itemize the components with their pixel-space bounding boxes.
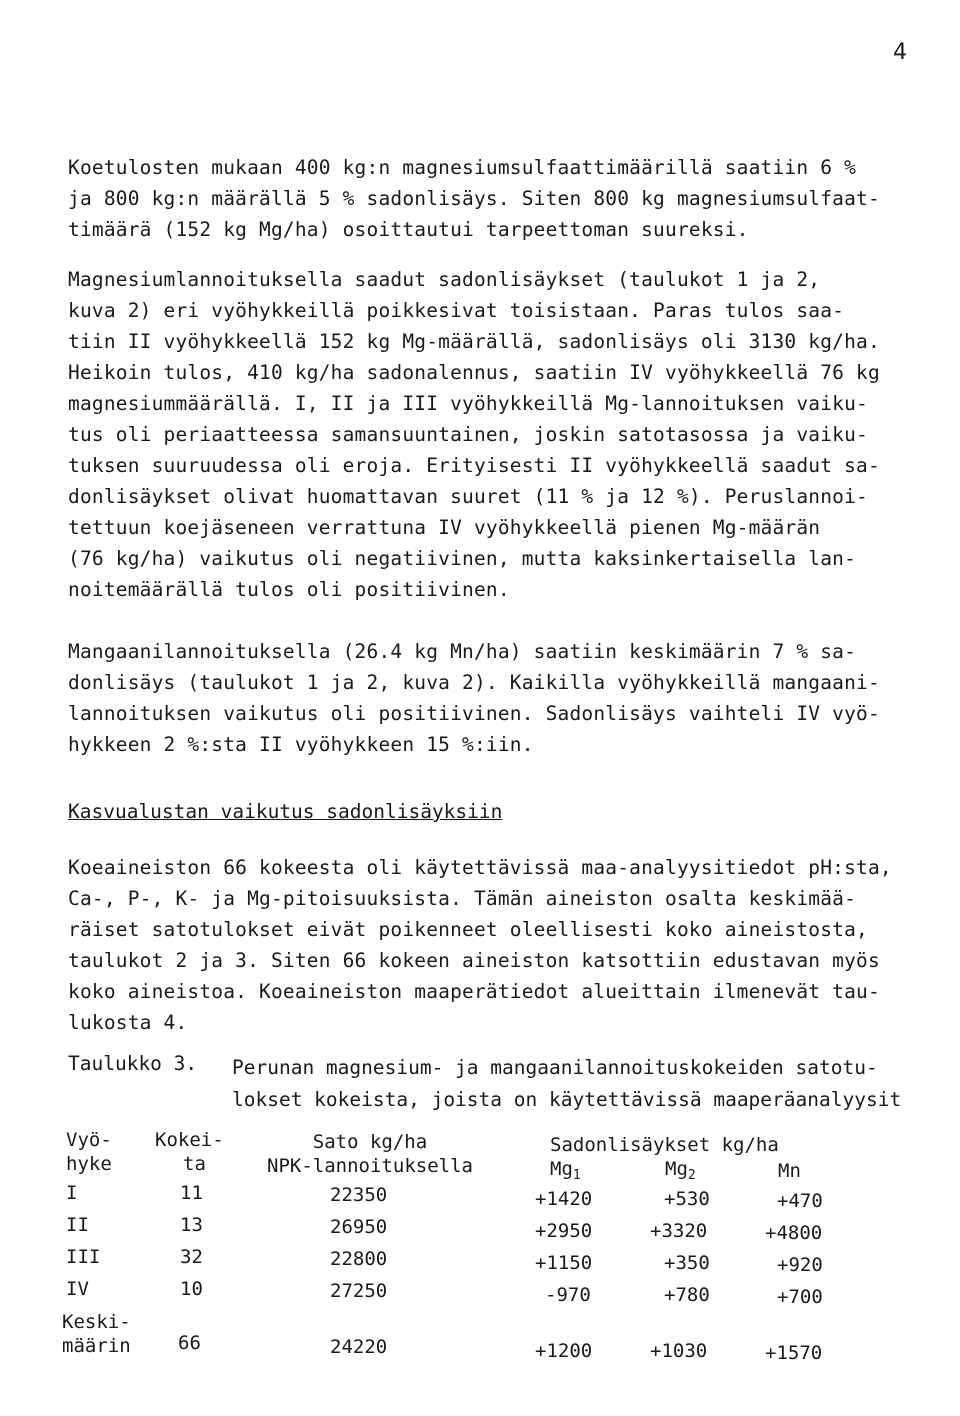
- header-mn: Mn: [778, 1160, 801, 1182]
- table-cell-mg1: +1200: [535, 1340, 593, 1362]
- table-caption: [232, 1052, 952, 1116]
- header-text: Mg: [550, 1158, 573, 1180]
- text-line: (76 kg/ha) vaikutus oli negatiivinen, mutta kaksinkertaisella lan-: [68, 547, 857, 570]
- text-line: noitemäärällä tulos oli positiivinen.: [68, 578, 510, 601]
- table-cell-mg1: +1420: [535, 1188, 593, 1210]
- table-cell-yield: 22350: [330, 1184, 388, 1206]
- table-cell-mg1: +1150: [535, 1252, 593, 1274]
- table-cell-zone: II: [66, 1214, 89, 1236]
- caption-line: Perunan magnesium- ja mangaanilannoituskokeiden satotu-: [232, 1056, 878, 1079]
- average-label: määrin: [62, 1335, 131, 1357]
- paragraph-1: [68, 152, 938, 245]
- table-cell-mn: +700: [777, 1286, 823, 1308]
- text-line: Koetulosten mukaan 400 kg:n magnesiumsulfaattimäärillä saatiin 6 %: [68, 156, 857, 179]
- table-cell-mn: +470: [777, 1190, 823, 1212]
- text-line: magnesiummäärällä. I, II ja III vyöhykkeillä Mg-lannoituksen vaiku-: [68, 392, 868, 415]
- section-heading: Kasvualustan vaikutus sadonlisäyksiin: [68, 800, 503, 823]
- table-cell-mg2: +1030: [650, 1340, 708, 1362]
- header-subscript: 1: [572, 1168, 581, 1183]
- paragraph-2: [68, 264, 938, 605]
- table-cell-zone: I: [66, 1182, 78, 1204]
- caption-line: lokset kokeista, joista on käytettävissä maaperäanalyysit: [232, 1088, 902, 1111]
- table-cell-zone: III: [66, 1246, 101, 1268]
- table-label: Taulukko 3.: [68, 1052, 198, 1075]
- header-trials: [155, 1128, 224, 1176]
- table-cell-mn: +4800: [765, 1222, 823, 1244]
- text-line: Magnesiumlannoituksella saadut sadonlisäykset (taulukot 1 ja 2,: [68, 268, 821, 291]
- table-cell-yield: 24220: [330, 1336, 388, 1358]
- text-line: lannoituksen vaikutus oli positiivinen. Sadonlisäys vaihteli IV vyö-: [68, 702, 880, 725]
- header-text: Vyö-: [66, 1129, 112, 1151]
- header-increase-group: Sadonlisäykset kg/ha: [550, 1134, 779, 1156]
- average-label: Keski-: [62, 1311, 131, 1333]
- table-cell-mg2: +780: [664, 1284, 710, 1306]
- table-cell-mg2: +3320: [650, 1220, 708, 1242]
- header-text: Sato kg/ha: [312, 1131, 428, 1153]
- table-cell-trials: 66: [178, 1332, 201, 1354]
- text-line: koko aineistoa. Koeaineiston maaperätiedot alueittain ilmenevät tau-: [68, 980, 880, 1003]
- header-text: ta: [183, 1153, 206, 1175]
- paragraph-3: [68, 636, 938, 760]
- page-number: 4: [893, 40, 907, 65]
- header-subscript: 2: [687, 1168, 696, 1183]
- text-line: tus oli periaatteessa samansuuntainen, joskin satotasossa ja vaiku-: [68, 423, 868, 446]
- table-cell-zone: [62, 1310, 131, 1358]
- text-line: hykkeen 2 %:sta II vyöhykkeen 15 %:iin.: [68, 733, 534, 756]
- header-text: hyke: [66, 1153, 112, 1175]
- table-cell-trials: 13: [180, 1214, 203, 1236]
- text-line: donlisäykset olivat huomattavan suuret (11 % ja 12 %). Peruslannoi-: [68, 485, 868, 508]
- table-cell-mn: +1570: [765, 1342, 823, 1364]
- table-cell-trials: 11: [180, 1182, 203, 1204]
- text-line: timäärä (152 kg Mg/ha) osoittautui tarpeettoman suureksi.: [68, 218, 749, 241]
- text-line: räiset satotulokset eivät poikenneet oleellisesti koko aineistosta,: [68, 918, 868, 941]
- header-mg1: [550, 1158, 581, 1183]
- header-text: Mg: [665, 1158, 688, 1180]
- header-mg2: [665, 1158, 696, 1183]
- text-line: Mangaanilannoituksella (26.4 kg Mn/ha) saatiin keskimäärin 7 % sa-: [68, 640, 857, 663]
- text-line: kuva 2) eri vyöhykkeillä poikkesivat toisistaan. Paras tulos saa-: [68, 299, 845, 322]
- table-cell-yield: 22800: [330, 1248, 388, 1270]
- table-cell-trials: 10: [180, 1278, 203, 1300]
- text-line: Koeaineiston 66 kokeesta oli käytettävissä maa-analyysitiedot pH:sta,: [68, 856, 892, 879]
- table-cell-yield: 27250: [330, 1280, 388, 1302]
- header-text: Kokei-: [155, 1129, 224, 1151]
- text-line: tuksen suuruudessa oli eroja. Erityisesti II vyöhykkeellä saadut sa-: [68, 454, 880, 477]
- table-cell-mn: +920: [777, 1254, 823, 1276]
- text-line: tiin II vyöhykkeellä 152 kg Mg-määrällä, sadonlisäys oli 3130 kg/ha.: [68, 330, 880, 353]
- table-cell-mg2: +530: [664, 1188, 710, 1210]
- text-line: Heikoin tulos, 410 kg/ha sadonalennus, saatiin IV vyöhykkeellä 76 kg: [68, 361, 880, 384]
- header-yield: [255, 1130, 485, 1178]
- table-cell-trials: 32: [180, 1246, 203, 1268]
- paragraph-4: [68, 852, 938, 1038]
- table-cell-mg2: +350: [664, 1252, 710, 1274]
- header-text: NPK-lannoituksella: [267, 1155, 473, 1177]
- text-line: ja 800 kg:n määrällä 5 % sadonlisäys. Siten 800 kg magnesiumsulfaat-: [68, 187, 880, 210]
- text-line: lukosta 4.: [68, 1011, 188, 1034]
- text-line: tettuun koejäseneen verrattuna IV vyöhykkeellä pienen Mg-määrän: [68, 516, 821, 539]
- text-line: donlisäys (taulukot 1 ja 2, kuva 2). Kaikilla vyöhykkeillä mangaani-: [68, 671, 880, 694]
- table-cell-mg1: -970: [545, 1284, 591, 1306]
- text-line: Ca-, P-, K- ja Mg-pitoisuuksista. Tämän aineiston osalta keskimää-: [68, 887, 857, 910]
- table-cell-mg1: +2950: [535, 1220, 593, 1242]
- table-cell-yield: 26950: [330, 1216, 388, 1238]
- text-line: taulukot 2 ja 3. Siten 66 kokeen aineiston katsottiin edustavan myös: [68, 949, 880, 972]
- header-zone: [66, 1128, 112, 1176]
- table-cell-zone: IV: [66, 1278, 89, 1300]
